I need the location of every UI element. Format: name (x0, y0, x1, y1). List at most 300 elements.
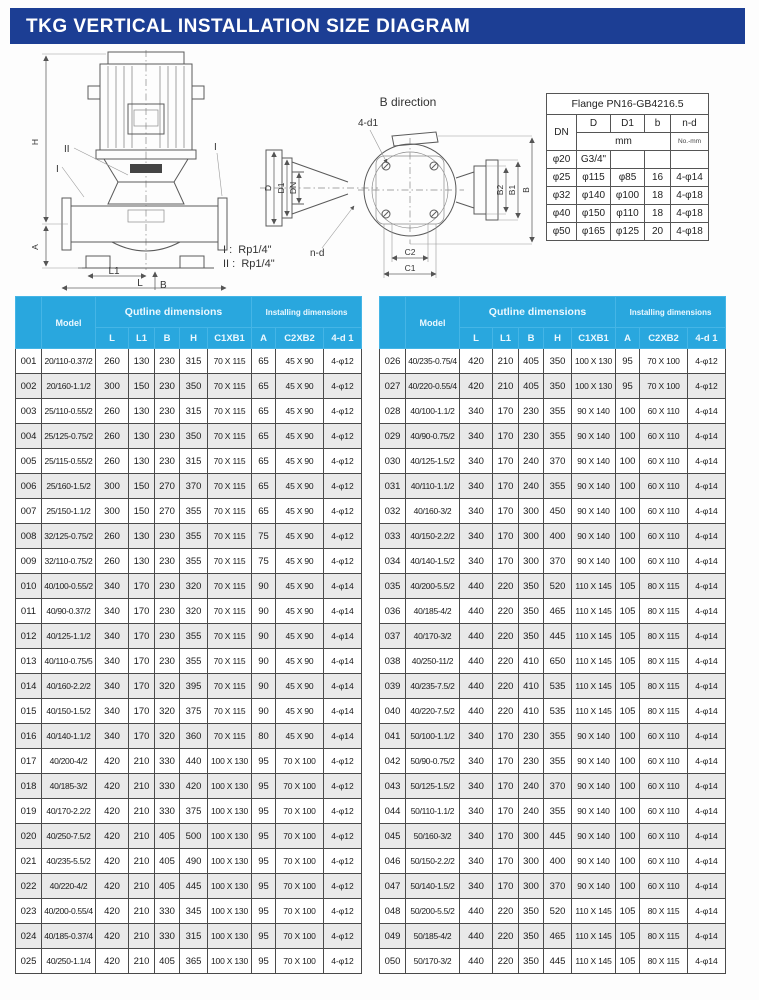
cell: 019 (16, 799, 42, 824)
cell: 420 (96, 924, 129, 949)
cell: 340 (460, 799, 493, 824)
cell: 90 X 140 (572, 874, 616, 899)
header-l: L (96, 328, 129, 349)
table-row (16, 649, 362, 674)
cell: 440 (460, 699, 493, 724)
cell: 100 X 130 (208, 774, 252, 799)
cell: 315 (180, 399, 208, 424)
cell: 230 (155, 549, 180, 574)
cell: φ32 (547, 187, 577, 205)
cell: 4-φ12 (688, 374, 726, 399)
cell: 18 (645, 205, 671, 223)
cell: 440 (460, 674, 493, 699)
header-h: H (544, 328, 572, 349)
cell: 40/170-3/2 (406, 624, 460, 649)
cell: 45 X 90 (276, 624, 324, 649)
cell: 170 (493, 524, 519, 549)
table-row (380, 849, 726, 874)
cell: 25/110-0.55/2 (42, 399, 96, 424)
cell: 70 X 100 (276, 949, 324, 974)
cell: 32/125-0.75/2 (42, 524, 96, 549)
header-model: Model (406, 297, 460, 349)
table-row (380, 549, 726, 574)
cell: 220 (493, 649, 519, 674)
cell: 445 (544, 624, 572, 649)
cell: 40/170-2.2/2 (42, 799, 96, 824)
cell: 50/150-2.2/2 (406, 849, 460, 874)
cell: 025 (16, 949, 42, 974)
dim-label-a: A (30, 244, 40, 250)
cell: 70 X 115 (208, 674, 252, 699)
cell: 45 X 90 (276, 374, 324, 399)
cell: 60 X 110 (640, 724, 688, 749)
cell: 70 X 115 (208, 699, 252, 724)
cell: 70 X 115 (208, 574, 252, 599)
cell: 400 (544, 849, 572, 874)
cell: 40/250-1.1/4 (42, 949, 96, 974)
cell: 260 (96, 524, 129, 549)
cell: 4-φ18 (671, 187, 709, 205)
cell: 40/220-7.5/2 (406, 699, 460, 724)
flange-table (546, 93, 709, 241)
cell: 40/200-4/2 (42, 749, 96, 774)
cell: 004 (16, 424, 42, 449)
cell: 40/200-0.55/4 (42, 899, 96, 924)
cell: 90 X 140 (572, 849, 616, 874)
cell: 210 (129, 774, 155, 799)
table-row (380, 624, 726, 649)
cell: 40/150-1.5/2 (42, 699, 96, 724)
cell: 520 (544, 899, 572, 924)
cell: 45 X 90 (276, 724, 324, 749)
cell: 90 (252, 674, 276, 699)
cell: 170 (129, 599, 155, 624)
cell: 90 X 140 (572, 449, 616, 474)
table-row (16, 899, 362, 924)
cell: 45 X 90 (276, 499, 324, 524)
cell: 100 X 130 (208, 849, 252, 874)
cell: 45 X 90 (276, 574, 324, 599)
cell: 45 X 90 (276, 599, 324, 624)
cell: 230 (155, 349, 180, 374)
cell: 95 (252, 774, 276, 799)
cell: 100 X 130 (208, 899, 252, 924)
cell: 007 (16, 499, 42, 524)
cell: 535 (544, 674, 572, 699)
cell: 340 (460, 874, 493, 899)
cell: 410 (519, 699, 544, 724)
cell: 100 (616, 524, 640, 549)
table-row (380, 474, 726, 499)
cell: 70 X 100 (276, 774, 324, 799)
dimension-table-right (379, 296, 726, 974)
table-row (16, 399, 362, 424)
cell: 100 X 130 (572, 374, 616, 399)
cell: 45 X 90 (276, 524, 324, 549)
cell: 350 (544, 349, 572, 374)
cell: 210 (129, 849, 155, 874)
table-row (380, 874, 726, 899)
cell: 260 (96, 399, 129, 424)
cell: 017 (16, 749, 42, 774)
cell (611, 151, 645, 169)
cell: 355 (180, 624, 208, 649)
cell: 170 (129, 649, 155, 674)
cell: 4-φ14 (324, 674, 362, 699)
cell: 4-φ14 (688, 399, 726, 424)
cell: 355 (544, 424, 572, 449)
cell: 4-φ14 (688, 549, 726, 574)
cell: 70 X 115 (208, 649, 252, 674)
cell: 100 (616, 749, 640, 774)
dim-label-b1: B1 (507, 184, 517, 196)
cell: 65 (252, 349, 276, 374)
table-row (16, 474, 362, 499)
cell: 4-φ14 (688, 724, 726, 749)
cell: 340 (460, 399, 493, 424)
port-label-i-right: I (214, 142, 217, 153)
cell: 80 X 115 (640, 924, 688, 949)
cell: 100 X 130 (208, 949, 252, 974)
cell: 4-φ14 (688, 899, 726, 924)
cell: 230 (155, 624, 180, 649)
cell: 028 (380, 399, 406, 424)
cell: 340 (96, 699, 129, 724)
cell: 40/125-1.1/2 (42, 624, 96, 649)
cell: 90 (252, 624, 276, 649)
cell: 340 (460, 424, 493, 449)
cell: 130 (129, 399, 155, 424)
cell: 230 (155, 574, 180, 599)
cell: 100 (616, 824, 640, 849)
cell: 405 (155, 824, 180, 849)
cell: 014 (16, 674, 42, 699)
cell: 20/110-0.37/2 (42, 349, 96, 374)
cell: 445 (180, 874, 208, 899)
cell: 405 (519, 349, 544, 374)
b-direction-title: B direction (379, 95, 437, 109)
cell: 008 (16, 524, 42, 549)
table-row (547, 151, 709, 169)
cell: 40/235-7.5/2 (406, 674, 460, 699)
cell: 70 X 115 (208, 349, 252, 374)
table-row (16, 949, 362, 974)
cell: 4-φ14 (688, 774, 726, 799)
cell: 440 (460, 649, 493, 674)
cell: 001 (16, 349, 42, 374)
cell: 410 (519, 649, 544, 674)
cell: 4-φ18 (671, 205, 709, 223)
table-row (380, 699, 726, 724)
table-row (16, 699, 362, 724)
cell: 002 (16, 374, 42, 399)
cell: φ25 (547, 169, 577, 187)
cell: 105 (616, 649, 640, 674)
cell: 350 (519, 924, 544, 949)
cell: 015 (16, 699, 42, 724)
cell: 340 (96, 649, 129, 674)
cell: 105 (616, 574, 640, 599)
cell: φ110 (611, 205, 645, 223)
cell: 420 (96, 824, 129, 849)
cell: 40/185-0.37/4 (42, 924, 96, 949)
corner-header (380, 297, 406, 349)
cell: 500 (180, 824, 208, 849)
cell: 210 (129, 874, 155, 899)
cell: 027 (380, 374, 406, 399)
cell: 320 (180, 574, 208, 599)
header-c2xb2: C2XB2 (640, 328, 688, 349)
cell: 40/235-5.5/2 (42, 849, 96, 874)
cell: 4-φ14 (324, 699, 362, 724)
header-4d1: 4-d 1 (324, 328, 362, 349)
cell: 40/250-11/2 (406, 649, 460, 674)
cell: 340 (96, 624, 129, 649)
cell: 100 (616, 399, 640, 424)
cell: 340 (460, 849, 493, 874)
cell: 034 (380, 549, 406, 574)
table-row (380, 924, 726, 949)
cell: φ115 (577, 169, 611, 187)
cell: 80 X 115 (640, 899, 688, 924)
cell: 320 (155, 674, 180, 699)
cell: 110 X 145 (572, 924, 616, 949)
cell: 220 (493, 949, 519, 974)
cell: 340 (460, 549, 493, 574)
cell: 013 (16, 649, 42, 674)
cell: 170 (493, 774, 519, 799)
cell: 240 (519, 474, 544, 499)
cell: 130 (129, 449, 155, 474)
coupling (130, 164, 162, 173)
header-model: Model (42, 297, 96, 349)
table-row (16, 674, 362, 699)
cell: 370 (180, 474, 208, 499)
cell: 440 (460, 624, 493, 649)
cell: 25/160-1.5/2 (42, 474, 96, 499)
header-l1: L1 (493, 328, 519, 349)
cell: 4-φ14 (688, 499, 726, 524)
dim-label-c1: C1 (404, 263, 416, 273)
cell: 048 (380, 899, 406, 924)
cell: 355 (180, 649, 208, 674)
cell: 50/185-4/2 (406, 924, 460, 949)
cell: 100 (616, 549, 640, 574)
cell: 105 (616, 949, 640, 974)
cell: 345 (180, 899, 208, 924)
cell: 80 X 115 (640, 574, 688, 599)
cell: 021 (16, 849, 42, 874)
label-n-d: n-d (310, 248, 325, 259)
cell: 370 (544, 874, 572, 899)
cell: 90 X 140 (572, 774, 616, 799)
cell: 95 (252, 874, 276, 899)
cell: 210 (129, 899, 155, 924)
cell: 4-φ14 (688, 599, 726, 624)
dimension-table-left (15, 296, 362, 974)
cell: 440 (180, 749, 208, 774)
cell: 024 (16, 924, 42, 949)
cell: 4-φ12 (324, 899, 362, 924)
cell: 023 (16, 899, 42, 924)
cell: 240 (519, 449, 544, 474)
cell: 4-φ18 (671, 223, 709, 241)
cell: 370 (544, 449, 572, 474)
cell: 029 (380, 424, 406, 449)
dim-label-d: D (263, 184, 273, 192)
cell: 60 X 110 (640, 774, 688, 799)
label-4-d1: 4-d1 (358, 118, 379, 129)
cell: 100 X 130 (208, 824, 252, 849)
cell: 100 (616, 849, 640, 874)
cell: 050 (380, 949, 406, 974)
cell: 4-φ12 (324, 749, 362, 774)
cell: 60 X 110 (640, 824, 688, 849)
cell: 220 (493, 599, 519, 624)
cell: 95 (252, 899, 276, 924)
cell: 044 (380, 799, 406, 824)
dim-label-dn: DN (288, 181, 298, 195)
cell: 40/100-1.1/2 (406, 399, 460, 424)
cell: 65 (252, 424, 276, 449)
table-row (16, 424, 362, 449)
cell: 420 (96, 749, 129, 774)
table-row (380, 674, 726, 699)
cell: 340 (460, 499, 493, 524)
cell: 4-φ14 (688, 799, 726, 824)
table-row (16, 749, 362, 774)
cell (645, 151, 671, 169)
table-row (380, 574, 726, 599)
cell: 420 (96, 949, 129, 974)
page-title: TKG VERTICAL INSTALLATION SIZE DIAGRAM (26, 16, 471, 37)
cell: 100 (616, 874, 640, 899)
cell: 210 (129, 924, 155, 949)
cell: 220 (493, 924, 519, 949)
header-c1xb1: C1XB1 (572, 328, 616, 349)
cell: 350 (519, 899, 544, 924)
table-body-left (16, 349, 362, 974)
table-row (16, 499, 362, 524)
cell: 012 (16, 624, 42, 649)
cell: 320 (155, 699, 180, 724)
cell: 170 (129, 724, 155, 749)
cell: 300 (519, 524, 544, 549)
cell: 50/170-3/2 (406, 949, 460, 974)
cell: 043 (380, 774, 406, 799)
cell: 4-φ12 (324, 399, 362, 424)
cell: 4-φ12 (688, 349, 726, 374)
cell: 4-φ14 (688, 824, 726, 849)
flange-col-nd: n-d (671, 115, 709, 133)
cell: 320 (155, 724, 180, 749)
cell: 535 (544, 699, 572, 724)
cell: 60 X 110 (640, 749, 688, 774)
cell: 4-φ14 (688, 699, 726, 724)
cell: 230 (155, 424, 180, 449)
cell: 042 (380, 749, 406, 774)
cell: 260 (96, 449, 129, 474)
cell: 110 X 145 (572, 574, 616, 599)
cell: 4-φ12 (324, 349, 362, 374)
table-row (16, 374, 362, 399)
cell: 80 X 115 (640, 649, 688, 674)
table-row (16, 824, 362, 849)
cell: 220 (493, 699, 519, 724)
cell: 395 (180, 674, 208, 699)
table-row (380, 899, 726, 924)
cell: 300 (519, 549, 544, 574)
table-row (380, 399, 726, 424)
table-row (16, 924, 362, 949)
dim-label-b2: B2 (495, 184, 505, 196)
table-row (380, 724, 726, 749)
cell: 95 (252, 824, 276, 849)
header-b: B (519, 328, 544, 349)
header-4d1: 4-d 1 (688, 328, 726, 349)
header-l: L (460, 328, 493, 349)
cell: 100 (616, 449, 640, 474)
cell: 355 (544, 799, 572, 824)
cell: 70 X 100 (640, 349, 688, 374)
cell: 90 (252, 574, 276, 599)
cell: 95 (252, 799, 276, 824)
cell: 4-φ14 (324, 724, 362, 749)
cell: 355 (544, 399, 572, 424)
flange-col-d1: D1 (611, 115, 645, 133)
cell: 650 (544, 649, 572, 674)
table-row (380, 949, 726, 974)
cell: 340 (460, 474, 493, 499)
cell: 80 (252, 724, 276, 749)
cell: 40/110-1.1/2 (406, 474, 460, 499)
cell: 45 X 90 (276, 674, 324, 699)
cell: 60 X 110 (640, 799, 688, 824)
cell: 016 (16, 724, 42, 749)
cell: 330 (155, 749, 180, 774)
cell: 230 (519, 424, 544, 449)
cell: 170 (129, 674, 155, 699)
cell: 405 (155, 849, 180, 874)
cell: 4-φ12 (324, 924, 362, 949)
cell: 90 X 140 (572, 524, 616, 549)
cell: 170 (493, 549, 519, 574)
table-row (16, 524, 362, 549)
cell: 75 (252, 524, 276, 549)
cell: 70 X 115 (208, 599, 252, 624)
table-row (16, 349, 362, 374)
table-row (16, 724, 362, 749)
cell: 4-φ14 (688, 749, 726, 774)
cell: 70 X 100 (276, 749, 324, 774)
cell: 170 (493, 474, 519, 499)
cell: 70 X 115 (208, 524, 252, 549)
header-install-group: Installing dimensions (252, 297, 362, 328)
cell: 170 (493, 874, 519, 899)
cell: 100 (616, 424, 640, 449)
cell: 420 (96, 774, 129, 799)
cell: 040 (380, 699, 406, 724)
header-install-group: Installing dimensions (616, 297, 726, 328)
cell: 4-φ14 (671, 169, 709, 187)
corner-header (16, 297, 42, 349)
cell: 95 (616, 349, 640, 374)
table-row (380, 824, 726, 849)
cell: 100 X 130 (208, 924, 252, 949)
dim-label-d1: D1 (276, 182, 286, 194)
cell: 230 (155, 649, 180, 674)
cell: 105 (616, 624, 640, 649)
